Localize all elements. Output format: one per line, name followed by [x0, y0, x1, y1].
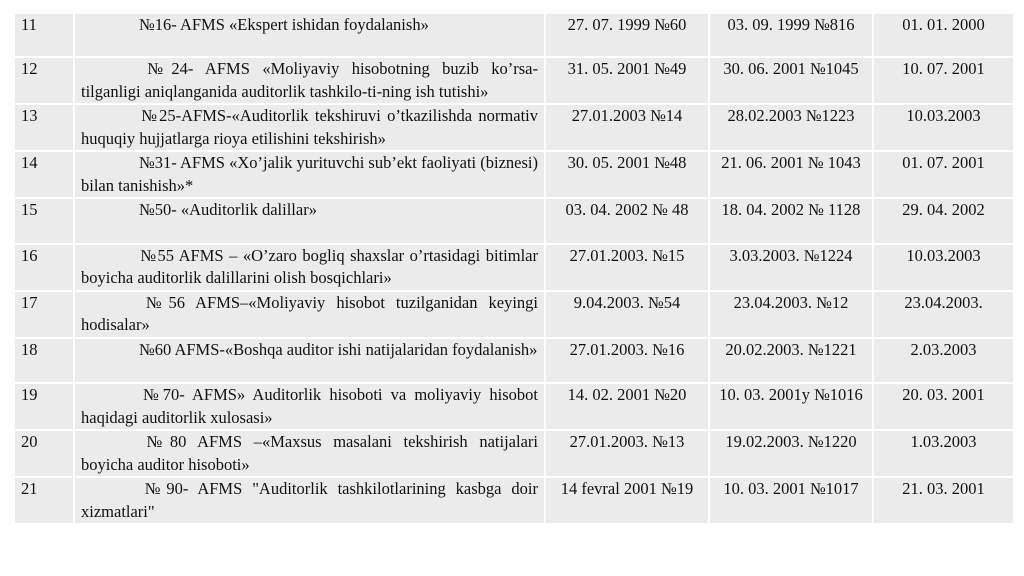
effective-date-cell — [873, 104, 1014, 151]
registration-date-text: 20.02.2003. №1221 — [725, 339, 857, 359]
adopted-date-text: 31. 05. 2001 №49 — [567, 59, 687, 78]
row-number-text: 16 — [21, 245, 38, 265]
row-number-text: 17 — [21, 292, 38, 312]
row-number-text: 13 — [21, 106, 38, 125]
effective-date-cell — [873, 57, 1014, 104]
adopted-date-cell — [545, 477, 709, 524]
adopted-date-text: 14. 02. 2001 №20 — [567, 385, 687, 404]
standard-name-cell — [74, 104, 545, 151]
adopted-date-cell — [545, 198, 709, 244]
adopted-date-text: 30. 05. 2001 №48 — [567, 153, 687, 172]
row-number-text: 12 — [21, 59, 38, 78]
registration-date-text: 21. 06. 2001 № 1043 — [721, 153, 861, 172]
effective-date-text: 01. 07. 2001 — [902, 153, 985, 172]
standard-name-text: №55 AFMS – «O’zaro bogliq shaxslar o’rtasidagi bitimlar boyicha auditorlik dalillarini olish bosqichlari» — [81, 245, 538, 287]
standard-name-cell — [74, 383, 545, 430]
standards-table — [13, 12, 1015, 525]
standard-name-text: №60 AFMS-«Boshqa auditor ishi natijalaridan foydalanish» — [139, 339, 538, 359]
row-number-text: 21 — [21, 479, 38, 498]
adopted-date-text: 27.01.2003. №15 — [569, 245, 685, 265]
table-row — [14, 291, 1014, 338]
adopted-date-text: 27.01.2003. №13 — [569, 432, 685, 451]
registration-date-text: 03. 09. 1999 №816 — [727, 15, 855, 34]
effective-date-text: 21. 03. 2001 — [902, 479, 985, 498]
table-body — [14, 13, 1014, 524]
registration-date-text: 30. 06. 2001 №1045 — [723, 59, 859, 78]
standard-name-cell — [74, 338, 545, 384]
effective-date-text: 1.03.2003 — [910, 432, 977, 451]
standard-name-text: №70- AFMS» Auditorlik hisoboti va moliyaviy hisobot haqidagi auditorlik xulosasi» — [81, 385, 538, 427]
standard-name-text: №25-AFMS-«Auditorlik tekshiruvi o’tkazilishda normativ huquqiy hujjatlarga rioya etilishini tekshirish» — [81, 106, 538, 148]
row-number-text: 14 — [21, 153, 38, 172]
row-number-cell — [14, 477, 74, 524]
effective-date-text: 10.03.2003 — [906, 106, 981, 125]
effective-date-cell — [873, 291, 1014, 338]
row-number-cell — [14, 244, 74, 291]
effective-date-text: 10.03.2003 — [906, 245, 981, 265]
row-number-cell — [14, 291, 74, 338]
standard-name-cell — [74, 291, 545, 338]
standard-name-text: №31- AFMS «Xo’jalik yurituvchi sub’ekt faoliyati (biznesi) bilan tanishish»* — [81, 153, 538, 195]
effective-date-text: 2.03.2003 — [910, 339, 977, 359]
effective-date-cell — [873, 383, 1014, 430]
adopted-date-text: 03. 04. 2002 № 48 — [565, 200, 689, 219]
registration-date-text: 19.02.2003. №1220 — [725, 432, 857, 451]
registration-date-text: 10. 03. 2001 №1017 — [723, 479, 859, 498]
effective-date-cell — [873, 430, 1014, 477]
table-row — [14, 198, 1014, 244]
registration-date-text: 23.04.2003. №12 — [733, 292, 849, 312]
row-number-cell — [14, 430, 74, 477]
registration-date-cell — [709, 57, 873, 104]
row-number-cell — [14, 198, 74, 244]
row-number-cell — [14, 104, 74, 151]
adopted-date-cell — [545, 244, 709, 291]
adopted-date-cell — [545, 338, 709, 384]
standard-name-cell — [74, 244, 545, 291]
standard-name-text: №16- AFMS «Ekspert ishidan foydalanish» — [139, 15, 429, 34]
row-number-cell — [14, 338, 74, 384]
table-row — [14, 13, 1014, 57]
registration-date-text: 10. 03. 2001y №1016 — [719, 385, 863, 404]
effective-date-text: 23.04.2003. — [904, 292, 983, 312]
registration-date-cell — [709, 244, 873, 291]
row-number-cell — [14, 151, 74, 198]
table-row — [14, 244, 1014, 291]
standard-name-cell — [74, 151, 545, 198]
table-row — [14, 57, 1014, 104]
row-number-cell — [14, 383, 74, 430]
registration-date-text: 28.02.2003 №1223 — [727, 106, 855, 125]
adopted-date-cell — [545, 430, 709, 477]
registration-date-cell — [709, 13, 873, 57]
standard-name-text: №90- AFMS "Auditorlik tashkilotlarining kasbga doir xizmatlari" — [81, 479, 538, 521]
standard-name-text: №24- AFMS «Moliyaviy hisobotning buzib ko’rsa-tilganligi aniqlanganida auditorlik tashkilo-ti-ning ish tutishi» — [81, 59, 538, 101]
standard-name-text: №56 AFMS–«Moliyaviy hisobot tuzilganidan keyingi hodisalar» — [81, 292, 538, 334]
adopted-date-text: 27.01.2003. №16 — [569, 339, 685, 359]
table-row — [14, 477, 1014, 524]
row-number-cell — [14, 13, 74, 57]
standard-name-text: №80 AFMS –«Maxsus masalani tekshirish natijalari boyicha auditor hisoboti» — [81, 432, 538, 474]
standard-name-text: №50- «Auditorlik dalillar» — [139, 200, 317, 219]
table-row — [14, 430, 1014, 477]
registration-date-cell — [709, 198, 873, 244]
row-number-cell — [14, 57, 74, 104]
effective-date-cell — [873, 198, 1014, 244]
adopted-date-cell — [545, 291, 709, 338]
adopted-date-cell — [545, 57, 709, 104]
registration-date-cell — [709, 104, 873, 151]
row-number-text: 18 — [21, 339, 38, 359]
registration-date-cell — [709, 477, 873, 524]
adopted-date-text: 27.01.2003 №14 — [571, 106, 683, 125]
row-number-text: 19 — [21, 385, 38, 404]
table-row — [14, 338, 1014, 384]
adopted-date-cell — [545, 383, 709, 430]
registration-date-cell — [709, 291, 873, 338]
standard-name-cell — [74, 198, 545, 244]
adopted-date-cell — [545, 151, 709, 198]
standard-name-cell — [74, 57, 545, 104]
effective-date-text: 01. 01. 2000 — [902, 15, 985, 34]
standard-name-cell — [74, 430, 545, 477]
registration-date-cell — [709, 430, 873, 477]
adopted-date-text: 27. 07. 1999 №60 — [567, 15, 687, 34]
effective-date-text: 10. 07. 2001 — [902, 59, 985, 78]
registration-date-cell — [709, 151, 873, 198]
table-row — [14, 151, 1014, 198]
row-number-text: 15 — [21, 200, 38, 219]
adopted-date-text: 14 fevral 2001 №19 — [560, 479, 694, 498]
effective-date-text: 29. 04. 2002 — [902, 200, 985, 219]
registration-date-text: 3.03.2003. №1224 — [729, 245, 853, 265]
standard-name-cell — [74, 477, 545, 524]
effective-date-cell — [873, 244, 1014, 291]
registration-date-cell — [709, 383, 873, 430]
effective-date-cell — [873, 477, 1014, 524]
registration-date-text: 18. 04. 2002 № 1128 — [721, 200, 861, 219]
row-number-text: 11 — [21, 15, 37, 34]
table-row — [14, 104, 1014, 151]
adopted-date-cell — [545, 13, 709, 57]
effective-date-cell — [873, 13, 1014, 57]
standard-name-cell — [74, 13, 545, 57]
adopted-date-text: 9.04.2003. №54 — [573, 292, 681, 312]
effective-date-cell — [873, 338, 1014, 384]
table-row — [14, 383, 1014, 430]
effective-date-text: 20. 03. 2001 — [902, 385, 985, 404]
registration-date-cell — [709, 338, 873, 384]
effective-date-cell — [873, 151, 1014, 198]
adopted-date-cell — [545, 104, 709, 151]
row-number-text: 20 — [21, 432, 38, 451]
